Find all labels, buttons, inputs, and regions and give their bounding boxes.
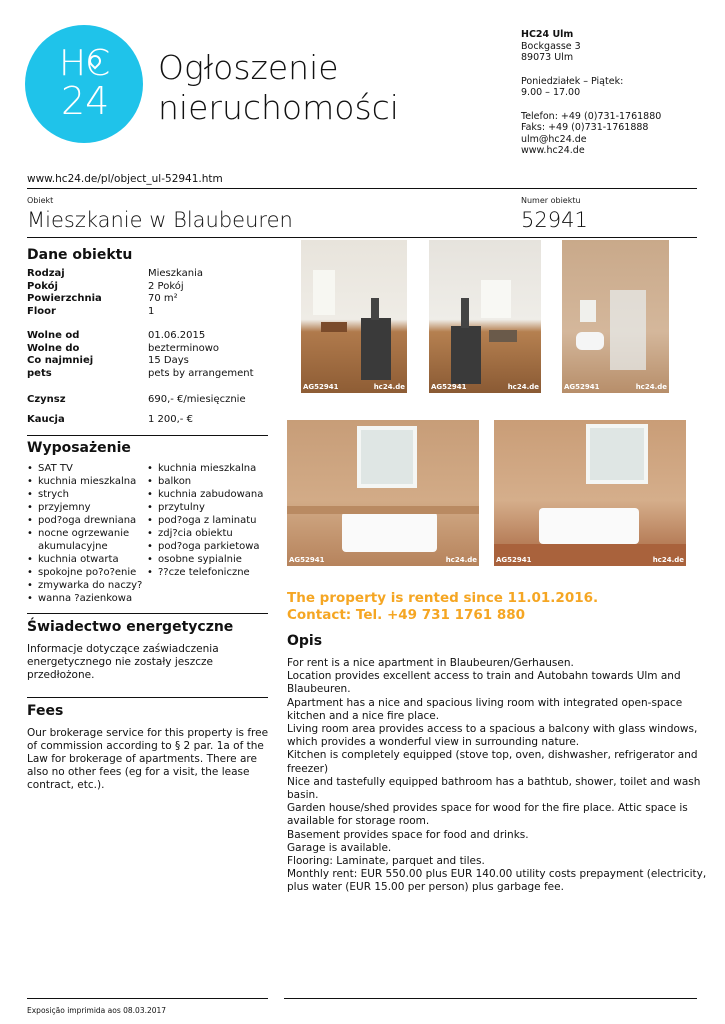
office-name: HC24 Ulm: [521, 29, 574, 40]
description-text: [287, 657, 712, 895]
office-city: 89073 Ulm: [521, 52, 574, 63]
logo-text-24: 24: [61, 79, 110, 123]
list-item: • kuchnia otwarta: [27, 553, 147, 566]
photo-caption-id: AG52941: [289, 556, 325, 564]
list-item: • kuchnia mieszkalna: [27, 475, 147, 488]
photo-bathroom-tub-2[interactable]: [494, 420, 686, 566]
description-line: For rent is a nice apartment in Blaubeuren/Gerhausen.: [287, 657, 574, 669]
office-web[interactable]: www.hc24.de: [521, 145, 585, 156]
divider: [27, 237, 697, 238]
list-item: • nocne ogrzewanie akumulacyjne: [27, 527, 147, 553]
description-line: Location provides excellent access to train and Autobahn towards Ulm and Blaubeuren.: [287, 670, 681, 696]
description-heading: Opis: [287, 633, 323, 649]
details-row-deposit: Kaucja 1 200,- €: [27, 413, 193, 425]
energy-heading: Świadectwo energetyczne: [27, 619, 234, 635]
rented-notice: [287, 590, 598, 624]
details-row: Rodzaj Mieszkania: [27, 268, 204, 279]
list-item: • zdj?cia obiektu: [147, 527, 272, 540]
office-email[interactable]: ulm@hc24.de: [521, 133, 587, 145]
description-line: Nice and tastefully equipped bathroom has a bathtub, shower, toilet and wash basin.: [287, 775, 701, 802]
photo-caption-id: AG52941: [431, 383, 467, 391]
photo-caption-id: AG52941: [303, 383, 339, 391]
fees-heading: Fees: [27, 703, 64, 719]
list-item: • pod?oga z laminatu: [147, 514, 272, 527]
object-number-label: Numer obiektu: [521, 196, 581, 205]
description-line: Flooring: Laminate, parquet and tiles.: [287, 855, 485, 868]
photo-bathroom-shower[interactable]: [562, 240, 669, 393]
list-item: • SAT TV: [27, 462, 147, 475]
photo-caption-site: hc24.de: [507, 383, 539, 391]
footer-print-date: Exposição imprimida aos 08.03.2017: [27, 1006, 167, 1015]
divider: [27, 613, 268, 614]
photo-caption-site: hc24.de: [373, 383, 405, 391]
details-row: Powierzchnia 70 m²: [27, 293, 178, 304]
photo-caption-site: hc24.de: [445, 556, 477, 564]
list-item: • przyjemny: [27, 501, 147, 514]
details-row: Co najmniej 15 Days: [27, 355, 189, 366]
list-item: • wanna ?azienkowa: [27, 592, 147, 605]
photo-living-room-2[interactable]: [429, 240, 541, 393]
list-item: • balkon: [147, 475, 272, 488]
office-contact: [521, 29, 711, 157]
divider: [284, 998, 697, 999]
details-row-rent: Czynsz 690,- €/miesięcznie: [27, 394, 246, 405]
details-heading: Dane obiektu: [27, 247, 133, 263]
list-item: • kuchnia zabudowana: [147, 488, 272, 501]
object-url[interactable]: www.hc24.de/pl/object_ul-52941.htm: [27, 173, 223, 185]
list-item: • przytulny: [147, 501, 272, 514]
bathroom-scene: [494, 420, 686, 566]
office-hours-label: Poniedziałek – Piątek:: [521, 75, 624, 87]
list-item: • spokojne po?o?enie: [27, 566, 147, 579]
fees-text: Our brokerage service for this property is free of commission according to § 2 par. 1a of the Law for brokerage of apartments. There are also no other fees (eg for a visit, the lease contract, etc.).: [27, 727, 269, 791]
object-title: Mieszkanie w Blaubeuren: [27, 208, 293, 232]
office-fax: Faks: +49 (0)731-1761888: [521, 122, 649, 133]
details-row: Wolne do bezterminowo: [27, 342, 220, 354]
equipment-list: [27, 462, 272, 605]
list-item: • ??cze telefoniczne: [147, 566, 272, 579]
office-street: Bockgasse 3: [521, 40, 581, 52]
living-room-scene: [301, 240, 407, 393]
details-row: Pokój 2 Pokój: [27, 280, 184, 292]
photo-living-room[interactable]: [301, 240, 407, 393]
object-number: 52941: [521, 208, 588, 232]
office-phone: Telefon: +49 (0)731-1761880: [521, 110, 662, 122]
description-line: Garage is available.: [287, 841, 392, 854]
description-line: Kitchen is completely equipped (stove top, oven, dishwasher, refrigerator and freezer): [287, 749, 698, 775]
list-item: • pod?oga parkietowa: [147, 540, 272, 553]
list-item: • strych: [27, 488, 147, 501]
list-item: • zmywarka do naczy?: [27, 579, 147, 592]
list-item: • pod?oga drewniana: [27, 514, 147, 527]
energy-text: Informacje dotyczące zaświadczenia energetycznego nie zostały jeszcze przedłożone.: [27, 643, 219, 681]
description-line: Apartment has a nice and spacious living room with integrated open-space kitchen and a nice fire place.: [287, 696, 683, 722]
divider: [27, 188, 697, 189]
living-room-scene: [429, 240, 541, 393]
list-item: • kuchnia mieszkalna: [147, 462, 272, 475]
divider: [27, 998, 268, 999]
details-row: Wolne od 01.06.2015: [27, 330, 206, 341]
page-title: Ogłoszenie nieruchomości: [158, 48, 399, 127]
equipment-heading: Wyposażenie: [27, 440, 131, 456]
office-hours: 9.00 – 17.00: [521, 87, 581, 98]
object-label: Obiekt: [27, 196, 54, 205]
description-line: Basement provides space for food and drinks.: [287, 828, 529, 841]
bathroom-scene: [287, 420, 479, 566]
details-row: pets pets by arrangement: [27, 367, 254, 379]
rented-contact: Contact: Tel. +49 731 1761 880: [287, 607, 526, 623]
divider: [27, 435, 268, 436]
photo-caption-id: AG52941: [496, 556, 532, 564]
photo-bathroom-tub[interactable]: [287, 420, 479, 566]
rented-date: The property is rented since 11.01.2016.: [287, 590, 599, 606]
details-row: Floor 1: [27, 305, 155, 317]
photo-caption-site: hc24.de: [652, 556, 684, 564]
description-line: Monthly rent: EUR 550.00 plus EUR 140.00 utility costs prepayment (electricity, plus water (EUR 15.00 per person) plus garbage fee.: [287, 868, 707, 894]
hc24-logo: [25, 25, 143, 143]
photo-caption-id: AG52941: [564, 383, 600, 391]
description-line: Living room area provides access to a spacious a balcony with glass windows, which provides a wonderful view in surrounding nature.: [287, 723, 698, 749]
list-item: • osobne sypialnie: [147, 553, 272, 566]
bathroom-scene: [562, 240, 669, 393]
details-table: [27, 268, 267, 426]
logo-text-hc: HC: [59, 43, 110, 84]
description-line: Garden house/shed provides space for wood for the fire place. Attic space is available for storage room.: [287, 802, 688, 828]
divider: [27, 697, 268, 698]
photo-caption-site: hc24.de: [635, 383, 667, 391]
